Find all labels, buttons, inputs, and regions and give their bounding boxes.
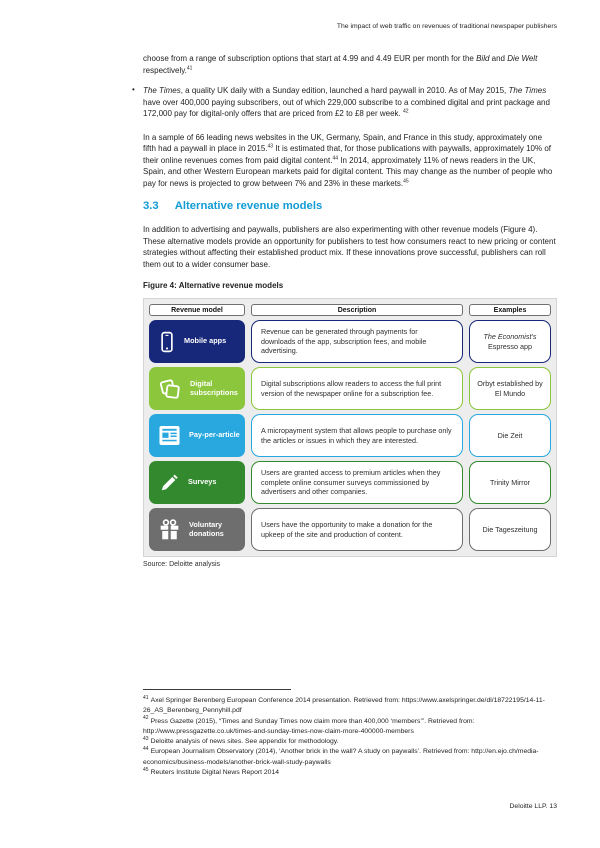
model-label: Surveys bbox=[188, 477, 217, 487]
paragraph-the-times: The Times, a quality UK daily with a Sunday edition, launched a hard paywall in 2010. As of May 2015, The Times have over 400,000 paying subscribers, out of which 229,000 subscribe to a combined digital and print package and 172,000 pay for digital-only offers that are priced from £2 to £8 per week. $^{42}$ bbox=[143, 86, 550, 118]
model-label: Pay-per-article bbox=[189, 430, 240, 440]
report-header-title: The impact of web traffic on revenues of traditional newspaper publishers bbox=[336, 23, 557, 30]
model-box-mobile-apps bbox=[149, 320, 245, 363]
model-box-voluntary-donations bbox=[149, 508, 245, 551]
model-box-pay-per-article bbox=[149, 414, 245, 457]
description-box bbox=[251, 508, 463, 551]
footnote-42 bbox=[143, 717, 557, 738]
footnote-text: Deloitte analysis of news sites. See appendix for methodology. bbox=[150, 738, 339, 746]
column-header-examples: Examples bbox=[469, 304, 551, 316]
pencil-icon bbox=[158, 472, 180, 494]
description-text: Revenue can be generated through payments for downloads of the app, subscription fees, and mobile advertising. bbox=[261, 327, 427, 356]
section-heading bbox=[143, 191, 557, 212]
newspaper-icon bbox=[158, 425, 181, 446]
description-box bbox=[251, 461, 463, 504]
description-box bbox=[251, 320, 463, 363]
description-text: Digital subscriptions allow readers to access the full print version of the newspaper online for a subscription fee. bbox=[261, 378, 442, 398]
footnote-number: 44 bbox=[143, 746, 149, 753]
footnote-text: Press Gazette (2015), “Times and Sunday Times now claim more than 400,000 ‘members’”. Retrieved from: http://www.pressgazette.co.uk/times-and-sunday-times-now-claim-more-400000-members bbox=[143, 717, 475, 735]
footnote-44 bbox=[143, 747, 557, 768]
footnote-number: 45 bbox=[143, 766, 149, 773]
model-label: Voluntary donations bbox=[189, 519, 224, 538]
footnote-divider bbox=[143, 689, 291, 690]
footnote-41 bbox=[143, 696, 557, 717]
pages-icon bbox=[158, 377, 182, 401]
footnote-45 bbox=[143, 768, 557, 778]
description-box bbox=[251, 367, 463, 410]
footnote-number: 43 bbox=[143, 735, 149, 742]
example-box bbox=[469, 320, 551, 363]
page-content bbox=[132, 53, 557, 568]
description-box bbox=[251, 414, 463, 457]
example-box bbox=[469, 367, 551, 410]
model-box-surveys bbox=[149, 461, 245, 504]
example-text: Die Zeit bbox=[497, 430, 523, 440]
smartphone-icon bbox=[158, 330, 176, 354]
example-box bbox=[469, 508, 551, 551]
example-text: Trinity Mirror bbox=[489, 477, 531, 487]
description-text: Users have the opportunity to make a donation for the upkeep of the site and production of content. bbox=[261, 519, 433, 539]
footnote-43 bbox=[143, 737, 557, 747]
figure-caption: Figure 4: Alternative revenue models bbox=[143, 281, 284, 290]
section-title: Alternative revenue models bbox=[174, 200, 323, 212]
figure-alternative-revenue-models bbox=[143, 298, 557, 557]
footnote-number: 42 bbox=[143, 715, 149, 722]
gift-icon bbox=[158, 518, 181, 542]
bullet-list-item bbox=[132, 85, 557, 120]
paragraph-sample-study: In a sample of 66 leading news websites in the UK, Germany, Spain, and France in this study, approximately one fifth had a paywall in place in 2015.43 It is estimated that, for those publications with paywalls, approximately 10% of their online revenues comes from paid digital content.$^{44}$ In 2014, approximately 11% of news readers in the UK, Spain, and other Western European markets paid for digital content. This may change as the number of people who pay for news is projected to grow between 7% and 23% in these markets.$^{45}$ bbox=[143, 132, 553, 188]
example-box bbox=[469, 414, 551, 457]
footnotes-section bbox=[143, 689, 557, 778]
section-number: 3.3 bbox=[143, 200, 159, 212]
source-note: Source: Deloitte analysis bbox=[143, 561, 221, 568]
page-footer: Deloitte LLP. 13 bbox=[509, 803, 557, 810]
example-text: Orbyt established by El Mundo bbox=[477, 378, 543, 398]
description-text: A micropayment system that allows people to purchase only the articles or issues in which they are interested. bbox=[261, 425, 452, 445]
footnote-text: Reuters Institute Digital News Report 2014 bbox=[150, 769, 280, 777]
bullet-marker: • bbox=[132, 85, 135, 94]
paragraph-alternative-models: In addition to advertising and paywalls, publishers are also experimenting with other revenue models (Figure 4). These alternative models provide an opportunity for publishers to test how consumers react to new pricing or content strategies without affecting their established product mix. If these innovations prove successful, publishers can roll them out to a wider consumer base. bbox=[143, 225, 556, 269]
model-box-digital-subscriptions bbox=[149, 367, 245, 410]
column-header-revenue-model: Revenue model bbox=[149, 304, 245, 316]
footnote-text: European Journalism Observatory (2014), ‘Another brick in the wall? A study on paywalls’. Retrieved from: http://en.ejo.ch/media-economics/business-models/another-brick-wall-study-paywalls bbox=[143, 748, 539, 766]
description-text: Users are granted access to premium articles when they complete online consumer surveys commissioned by advertisers and other companies. bbox=[261, 468, 441, 497]
example-box bbox=[469, 461, 551, 504]
column-header-description: Description bbox=[251, 304, 463, 316]
example-text: The Economist’s Espresso app bbox=[483, 331, 537, 351]
paragraph-subscription: choose from a range of subscription options that start at 4.99 and 4.49 EUR per month for the Bild and Die Welt respectively.$^{41}$ bbox=[143, 54, 538, 75]
model-label: Mobile apps bbox=[184, 336, 227, 346]
footnote-number: 41 bbox=[143, 694, 149, 701]
footnote-text: Axel Springer Berenberg European Conference 2014 presentation. Retrieved from: https://www.axelspringer.de/dl/18722195/14-11-26_AS_Berenberg_Pennyhill.pdf bbox=[143, 697, 545, 715]
example-text: Die Tageszeitung bbox=[482, 524, 538, 534]
model-label: Digital subscriptions bbox=[190, 378, 238, 397]
